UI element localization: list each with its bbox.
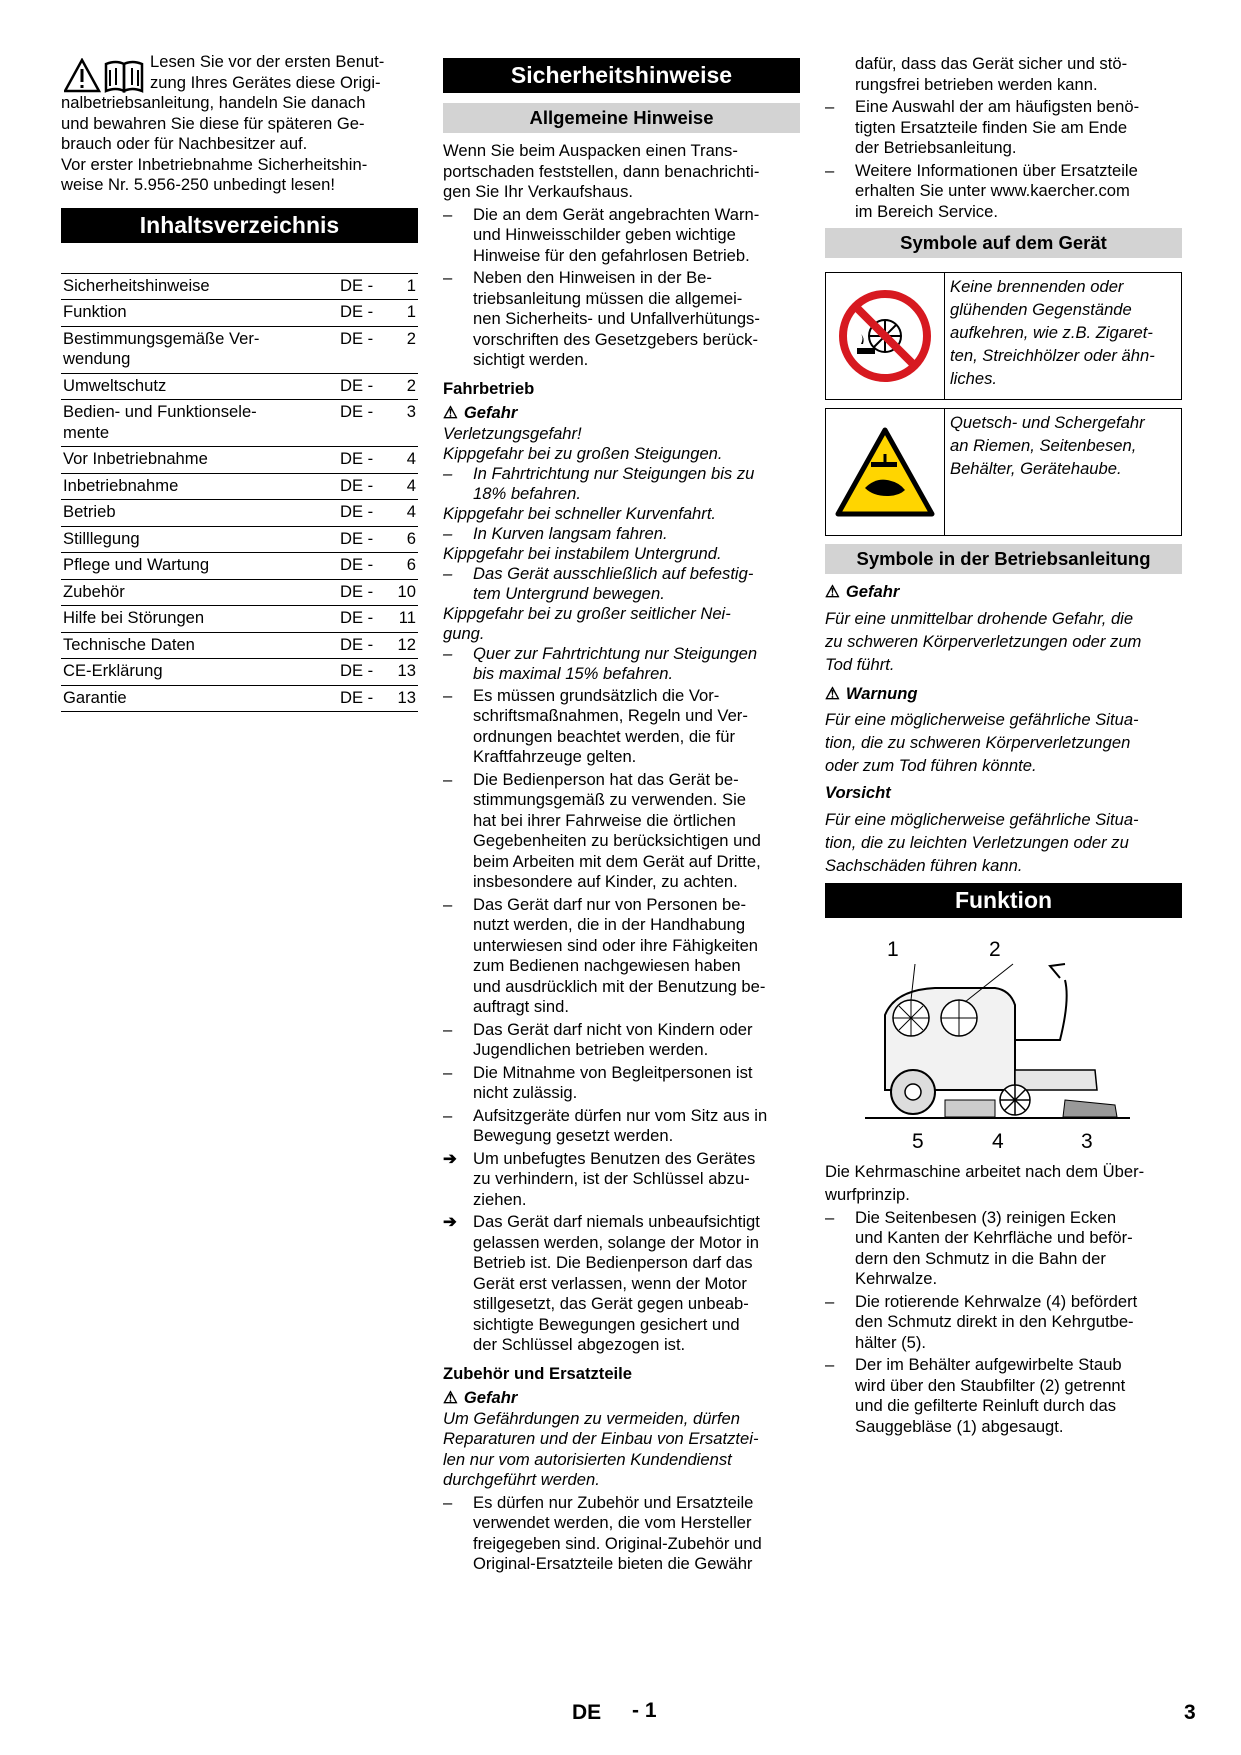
fahr-item-text: Das Gerät darf nur von Personen be- nutzt werden, die in der Handhabung unterwiesen sind oder ihre Fähigkeiten zum Bedienen nachgewiesen haben und ausdrücklich mit der Benutzung be- auftragt sind. <box>473 894 766 1016</box>
toc-lang-cell: DE - <box>338 632 384 659</box>
fahr-item-text: Aufsitzgeräte dürfen nur vom Sitz aus in Bewegung gesetzt werden. <box>473 1105 768 1145</box>
toc-title-cell: Garantie <box>61 685 338 712</box>
toc-lang-cell: DE - <box>338 526 384 553</box>
hazard-item-text: Quer zur Fahrtrichtung nur Steigungen bis maximal 15% befahren. <box>473 643 758 683</box>
toc-row <box>61 632 418 659</box>
general-item-text: Neben den Hinweisen in der Be- triebsanleitung müssen die allgemei- nen Sicherheits- und Unfallverhütungs- vorschriften des Gesetzgebers berück- sichtigt werden. <box>473 268 760 369</box>
fahr-arrow-item <box>443 1212 800 1356</box>
general-item <box>443 205 800 267</box>
no-burning-objects-icon <box>826 273 945 399</box>
fahr-hazard-block <box>443 424 800 684</box>
fahrbetrieb-title: Fahrbetrieb <box>443 378 535 398</box>
fahr-item <box>443 895 800 1018</box>
diagram-label-3: 3 <box>1081 1129 1093 1153</box>
dash-marker: – <box>825 160 835 180</box>
fahr-item <box>443 686 800 768</box>
funktion-item <box>825 1208 1182 1290</box>
intro-line: zung Ihres Gerätes diese Origi- <box>150 72 381 92</box>
hazard-item <box>443 464 800 504</box>
toc-lang-cell: DE - <box>338 447 384 474</box>
footer-language: DE <box>572 1701 602 1724</box>
toc-page-cell: 6 <box>384 553 418 580</box>
dash-marker: – <box>443 1062 453 1082</box>
toc-page-cell: 3 <box>384 400 418 447</box>
toc-page-cell: 1 <box>384 273 418 300</box>
intro-block <box>61 52 418 196</box>
toc-row <box>61 400 418 447</box>
general-item-text: Die an dem Gerät angebrachten Warn- und Hinweisschilder geben wichtige Hinweise für den gefahrlosen Betrieb. <box>473 204 760 265</box>
sweeper-diagram <box>825 928 1182 1160</box>
toc-lang-cell: DE - <box>338 579 384 606</box>
general-item <box>443 268 800 371</box>
toc-title-cell: Inbetriebnahme <box>61 473 338 500</box>
fahr-item-text: Die Bedienperson hat das Gerät be- stimmungsgemäß zu verwenden. Sie hat bei ihrer Fahrweise die örtlichen Gegebenheiten zu berücksichtigen und beim Arbeiten mit dem Gerät auf Dritte, insbesondere auf Kinder, zu achten. <box>473 769 761 891</box>
manual-symbols-title: Symbole in der Betriebsanleitung <box>825 544 1182 574</box>
toc-title: Inhaltsverzeichnis <box>61 208 418 243</box>
hazard-line: Kippgefahr bei schneller Kurvenfahrt. <box>443 503 717 523</box>
toc-page-cell: 10 <box>384 579 418 606</box>
dash-marker: – <box>443 769 453 789</box>
diagram-label-1: 1 <box>887 937 899 961</box>
toc-title-cell: Technische Daten <box>61 632 338 659</box>
ms-warnung-desc: Für eine möglicherweise gefährliche Situa- tion, die zu schweren Körperverletzungen oder zum Tod führen könnte. <box>825 710 1139 775</box>
hazard-line: Kippgefahr bei zu großen Steigungen. <box>443 443 723 463</box>
toc-title-cell: Hilfe bei Störungen <box>61 606 338 633</box>
intro-line: und bewahren Sie diese für späteren Ge- <box>61 113 365 133</box>
intro-line: brauch oder für Nachbesitzer auf. <box>61 134 308 153</box>
dash-marker: – <box>443 894 453 914</box>
general-text: Wenn Sie beim Auspacken einen Trans- portschaden feststellen, dann benachrichti- gen Sie Ihr Verkaufshaus. <box>443 141 760 201</box>
hazard-item-text: In Kurven langsam fahren. <box>473 523 668 543</box>
toc-row <box>61 473 418 500</box>
funktion-item-text: Der im Behälter aufgewirbelte Staub wird über den Staubfilter (2) getrennt und die gefilterte Reinluft durch das Sauggebläse (1) abgesaugt. <box>855 1355 1126 1436</box>
symbol-box-no-burning <box>825 272 1182 400</box>
fahr-item-text: Es müssen grundsätzlich die Vor- schriftsmaßnahmen, Regeln und Ver- ordnungen beachtet werden, die für Kraftfahrzeuge gelten. <box>473 685 748 766</box>
dash-marker: – <box>443 204 453 224</box>
dash-marker: – <box>443 463 453 483</box>
toc-title-cell: CE-Erklärung <box>61 659 338 686</box>
intro-line: weise Nr. 5.956-250 unbedingt lesen! <box>61 175 335 194</box>
toc-lang-cell: DE - <box>338 473 384 500</box>
toc-row <box>61 606 418 633</box>
hazard-item <box>443 564 800 604</box>
toc-lang-cell: DE - <box>338 500 384 527</box>
ms-vorsicht-desc: Für eine möglicherweise gefährliche Situa- tion, die zu leichten Verletzungen oder zu Sachschäden führen kann. <box>825 809 1139 875</box>
sweeper-illustration <box>865 960 1135 1135</box>
toc-title-cell: Betrieb <box>61 500 338 527</box>
funktion-text: Die Kehrmaschine arbeitet nach dem Über- wurfprinzip. <box>825 1161 1145 1204</box>
funktion-item <box>825 1355 1182 1437</box>
page-number: 3 <box>1184 1701 1196 1724</box>
toc-page-cell: 4 <box>384 500 418 527</box>
ms-warnung-label <box>825 684 1182 705</box>
warning-triangle-icon: ⚠ <box>443 1388 458 1407</box>
dash-marker: – <box>825 1291 835 1311</box>
toc-row <box>61 373 418 400</box>
fahr-arrow-item <box>443 1149 800 1211</box>
fahr-arrow-item-text: Das Gerät darf niemals unbeaufsichtigt gelassen werden, solange der Motor in Betrieb ist. Die Bedienperson darf das Gerät erst verlassen, wenn der Motor stillgesetzt, das Gerät gegen unbeab- sichtigte Bewegungen gesichert und der Schlüssel abgezogen ist. <box>473 1212 760 1354</box>
fahr-item <box>443 1063 800 1104</box>
symbols-title: Symbole auf dem Gerät <box>825 228 1182 258</box>
toc-page-cell: 2 <box>384 326 418 373</box>
toc-page-cell: 6 <box>384 526 418 553</box>
hazard-line: Kippgefahr bei zu großer seitlicher Nei- gung. <box>443 603 731 643</box>
toc-row <box>61 526 418 553</box>
toc-row <box>61 659 418 686</box>
toc-row <box>61 553 418 580</box>
toc-page-cell: 13 <box>384 659 418 686</box>
warning-triangle-icon: ⚠ <box>443 403 458 422</box>
symbol-text: Keine brennenden oder glühenden Gegenstände aufkehren, wie z.B. Zigaret- ten, Streichhölzer oder ähn- liches. <box>950 277 1155 388</box>
toc-row <box>61 500 418 527</box>
funktion-item-text: Die rotierende Kehrwalze (4) befördert den Schmutz direkt in den Kehrgutbe- hälter (5). <box>855 1291 1138 1352</box>
toc-title-cell: Stilllegung <box>61 526 338 553</box>
intro-line: Lesen Sie vor der ersten Benut- <box>150 52 385 71</box>
warning-triangle-icon: ⚠ <box>825 582 840 601</box>
general-items <box>443 205 800 371</box>
toc-page-cell: 13 <box>384 685 418 712</box>
funktion-item-text: Die Seitenbesen (3) reinigen Ecken und Kanten der Kehrfläche und beför- dern den Schmutz in die Bahn der Kehrwalze. <box>855 1207 1133 1288</box>
dash-marker: – <box>443 643 453 663</box>
intro-line: Vor erster Inbetriebnahme Sicherheitshin- <box>61 154 368 174</box>
toc-page-cell: 1 <box>384 300 418 327</box>
diagram-label-2: 2 <box>989 937 1001 961</box>
toc-row <box>61 447 418 474</box>
zub-hazard-text: Um Gefährdungen zu vermeiden, dürfen Reparaturen und der Einbau von Ersatztei- len nur vom autorisierten Kundendienst durchgeführt werden. <box>443 1408 759 1489</box>
gefahr-text: Gefahr <box>463 403 518 422</box>
fahr-item <box>443 1106 800 1147</box>
zub-items-continued <box>825 54 1182 222</box>
toc-page-cell: 4 <box>384 473 418 500</box>
ms-gefahr-text: Gefahr <box>845 582 900 601</box>
hazard-line: Kippgefahr bei instabilem Untergrund. <box>443 543 722 563</box>
toc-page-cell: 4 <box>384 447 418 474</box>
zub-item <box>825 161 1182 223</box>
diagram-label-4: 4 <box>992 1129 1004 1153</box>
toc-title-cell: Vor Inbetriebnahme <box>61 447 338 474</box>
warning-manual-icon <box>64 58 146 94</box>
toc-table <box>61 273 418 713</box>
toc-title-cell: Funktion <box>61 300 338 327</box>
dash-marker: – <box>825 97 835 116</box>
fahr-item-text: Das Gerät darf nicht von Kindern oder Jugendlichen betrieben werden. <box>473 1019 753 1059</box>
column-3 <box>825 52 1182 1439</box>
toc-lang-cell: DE - <box>338 685 384 712</box>
toc-row <box>61 273 418 300</box>
zub-item-text: Eine Auswahl der am häufigsten benö- tigten Ersatzteile finden Sie am Ende der Betriebsanleitung. <box>855 97 1140 157</box>
toc-title-cell: Bestimmungsgemäße Ver- wendung <box>61 326 338 373</box>
ms-warnung-text: Warnung <box>845 683 918 703</box>
zub-item-text: Es dürfen nur Zubehör und Ersatzteile verwendet werden, die vom Hersteller freigegeben sind. Original-Zubehör und Original-Ersatzteile bieten die Gewähr <box>473 1492 762 1573</box>
toc-title-cell: Sicherheitshinweise <box>61 273 338 300</box>
hazard-item-text: Das Gerät ausschließlich auf befestig- tem Untergrund bewegen. <box>473 563 754 603</box>
footer-page-ref: - 1 <box>632 1699 657 1722</box>
fahr-arrow-items <box>443 1149 800 1356</box>
dash-marker: – <box>443 1019 453 1039</box>
toc-row <box>61 579 418 606</box>
dash-marker: – <box>443 523 453 543</box>
dash-marker: – <box>443 268 453 287</box>
funktion-item <box>825 1292 1182 1354</box>
fahr-item-text: Die Mitnahme von Begleitpersonen ist nicht zulässig. <box>473 1062 753 1102</box>
funktion-title: Funktion <box>825 883 1182 918</box>
toc-title-cell: Pflege und Wartung <box>61 553 338 580</box>
column-2 <box>443 52 800 1577</box>
gefahr-text: Gefahr <box>463 1388 518 1407</box>
arrow-right-icon: ➔ <box>443 1148 457 1168</box>
ms-gefahr-desc: Für eine unmittelbar drohende Gefahr, die zu schweren Körperverletzungen oder zum Tod führt. <box>825 608 1142 674</box>
hazard-item <box>443 524 800 544</box>
dash-marker: – <box>825 1207 835 1227</box>
zub-item: – Es dürfen nur Zubehör und Ersatzteile verwendet werden, die vom Hersteller freigegeben sind. Original-Zubehör und Original-Ersatzteile bieten die Gewähr <box>443 1492 762 1573</box>
zubehoer-title: Zubehör und Ersatzteile <box>443 1363 633 1383</box>
symbol-text: Quetsch- und Schergefahr an Riemen, Seitenbesen, Behälter, Gerätehaube. <box>950 413 1145 478</box>
zub-item-text: Weitere Informationen über Ersatzteile erhalten Sie unter www.kaercher.com im Bereich Service. <box>855 160 1138 221</box>
dash-marker: – <box>443 563 453 583</box>
toc-row <box>61 300 418 327</box>
fahr-gefahr-label <box>443 403 800 424</box>
toc-lang-cell: DE - <box>338 373 384 400</box>
hazard-item-text: In Fahrtrichtung nur Steigungen bis zu 18% befahren. <box>473 463 755 503</box>
toc-page-cell: 11 <box>384 606 418 633</box>
warning-triangle-icon: ⚠ <box>825 683 840 703</box>
diagram-label-5: 5 <box>912 1129 924 1153</box>
zub-gefahr-label <box>443 1388 800 1409</box>
dash-marker: – <box>443 1105 453 1125</box>
column-1 <box>61 52 418 712</box>
funktion-items <box>825 1208 1182 1438</box>
intro-line: nalbetriebsanleitung, handeln Sie danach <box>61 93 366 112</box>
symbol-box-crush <box>825 408 1182 536</box>
toc-lang-cell: DE - <box>338 553 384 580</box>
toc-lang-cell: DE - <box>338 606 384 633</box>
arrow-right-icon: ➔ <box>443 1212 457 1231</box>
ms-vorsicht-label: Vorsicht <box>825 783 891 802</box>
dash-marker: – <box>825 1355 835 1374</box>
toc-row <box>61 685 418 712</box>
toc-title-cell: Zubehör <box>61 579 338 606</box>
safety-title: Sicherheitshinweise <box>443 58 800 93</box>
hazard-line: Verletzungsgefahr! <box>443 423 582 443</box>
toc-page-cell: 2 <box>384 373 418 400</box>
toc-title-cell: Umweltschutz <box>61 373 338 400</box>
toc-title-cell: Bedien- und Funktionsele- mente <box>61 400 338 447</box>
fahr-arrow-item-text: Um unbefugtes Benutzen des Gerätes zu verhindern, ist der Schlüssel abzu- ziehen. <box>473 1148 756 1209</box>
general-title: Allgemeine Hinweise <box>443 103 800 133</box>
toc-lang-cell: DE - <box>338 326 384 373</box>
dash-marker: – <box>443 685 453 705</box>
toc-lang-cell: DE - <box>338 659 384 686</box>
fahr-items <box>443 686 800 1147</box>
toc-lang-cell: DE - <box>338 400 384 447</box>
toc-page-cell: 12 <box>384 632 418 659</box>
fahr-item <box>443 770 800 893</box>
zub-item-continued <box>825 54 1182 95</box>
fahr-item <box>443 1020 800 1061</box>
zub-item <box>825 97 1182 159</box>
crush-hazard-icon <box>826 409 945 535</box>
hazard-item <box>443 644 800 684</box>
toc-row <box>61 326 418 373</box>
ms-gefahr-label <box>825 582 1182 603</box>
toc-lang-cell: DE - <box>338 273 384 300</box>
toc-lang-cell: DE - <box>338 300 384 327</box>
zub-item-continued-text: dafür, dass das Gerät sicher und stö- rungsfrei betrieben werden kann. <box>855 54 1128 94</box>
